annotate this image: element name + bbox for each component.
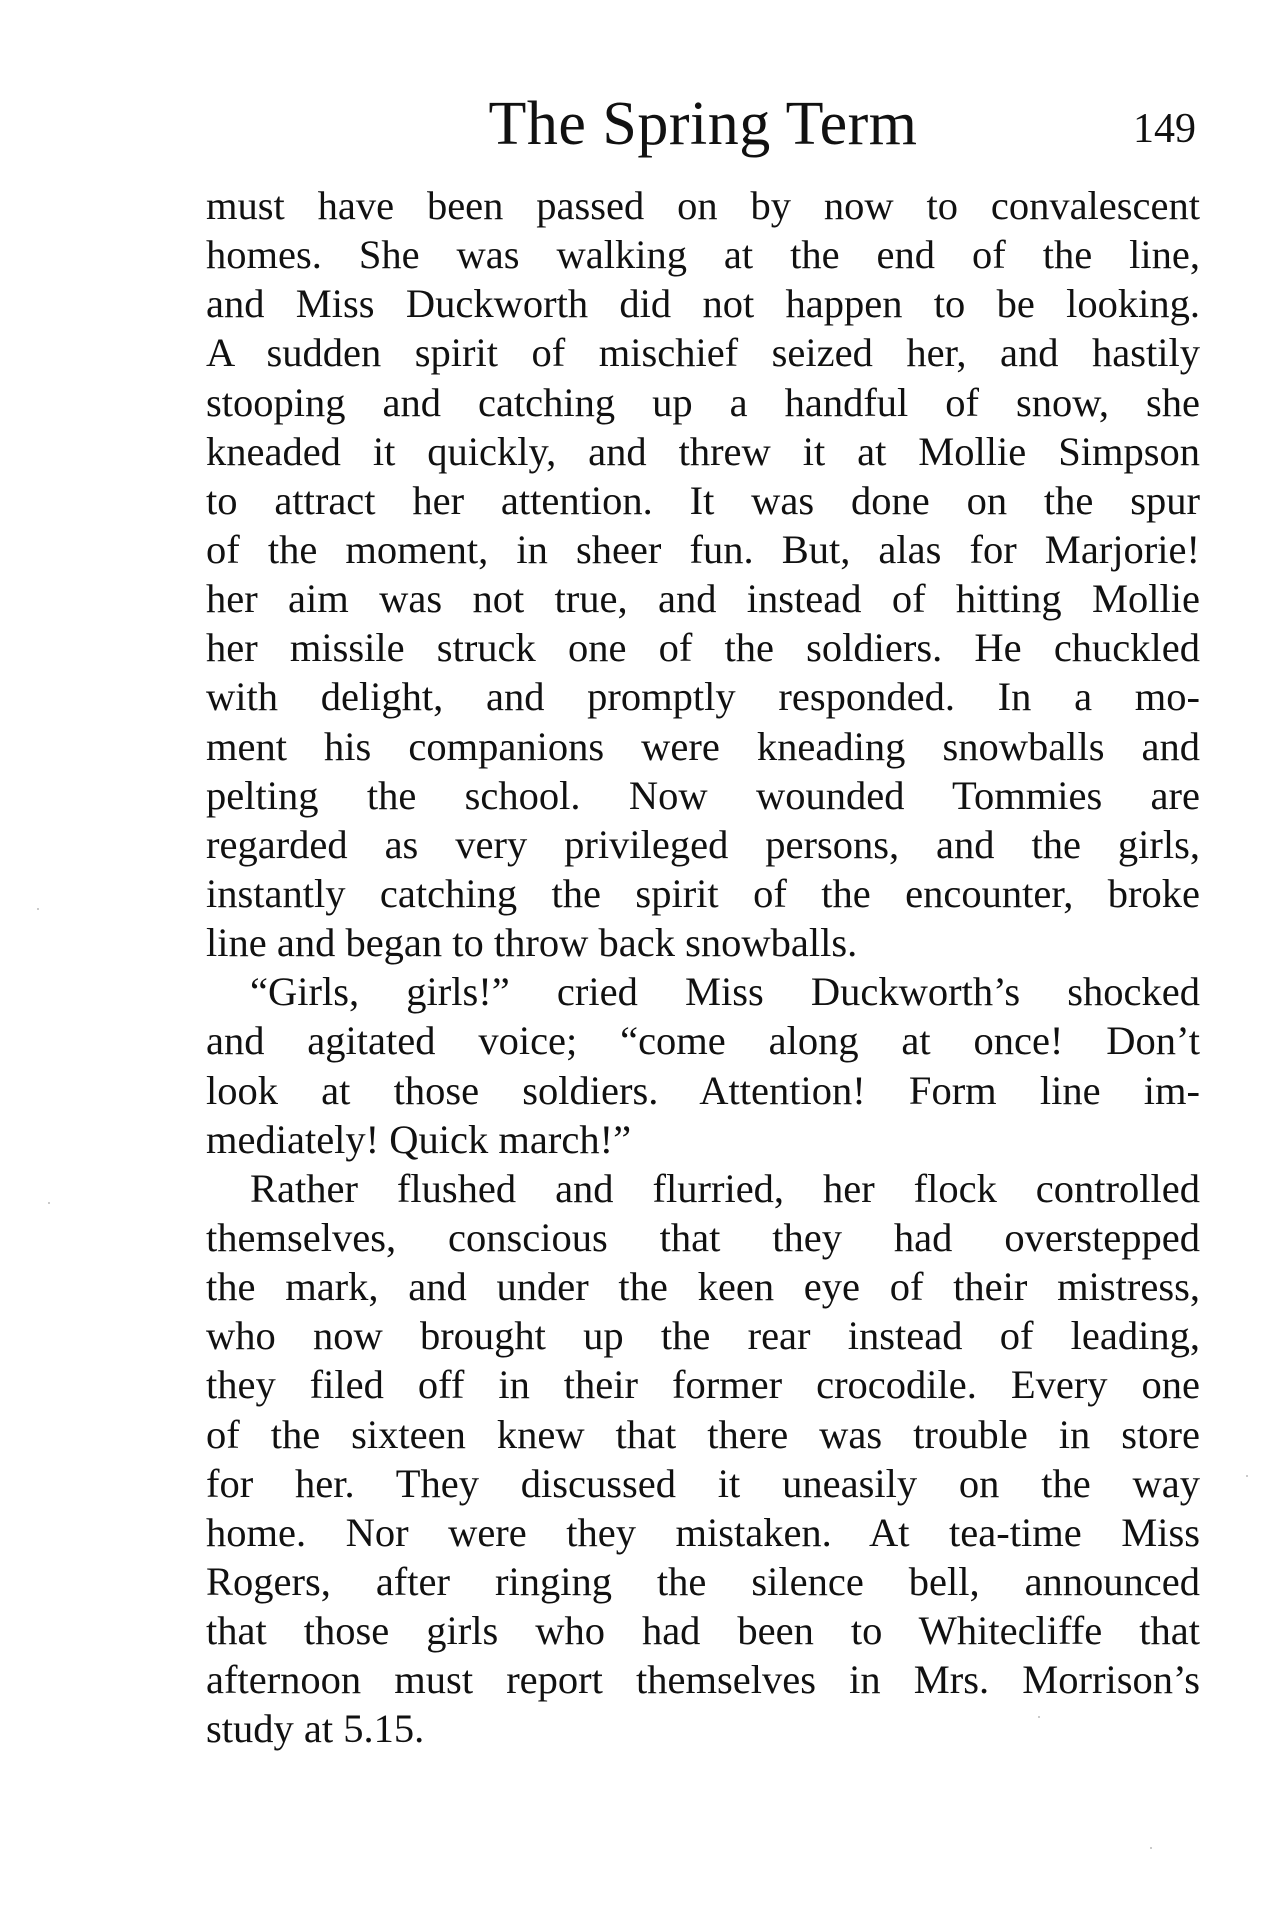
- text-line: pelting the school. Now wounded Tommies are: [206, 772, 1200, 818]
- scan-speck: [1150, 1847, 1152, 1849]
- text-line: that those girls who had been to Whitecliffe that: [206, 1608, 1200, 1654]
- text-line: kneaded it quickly, and threw it at Mollie Simpson: [206, 428, 1200, 474]
- body-text: [206, 181, 1200, 1754]
- text-line: they filed off in their former crocodile. Every one: [206, 1362, 1200, 1408]
- text-line: look at those soldiers. Attention! Form line im-: [206, 1067, 1200, 1113]
- text-line: ment his companions were kneading snowballs and: [206, 723, 1200, 769]
- scan-speck: [1246, 1475, 1248, 1477]
- text-line: the mark, and under the keen eye of their mistress,: [206, 1264, 1200, 1310]
- text-line: must have been passed on by now to convalescent: [206, 183, 1200, 228]
- text-line: regarded as very privileged persons, and the girls,: [206, 821, 1200, 867]
- text-line: stooping and catching up a handful of snow, she: [206, 379, 1200, 425]
- text-line: to attract her attention. It was done on the spur: [206, 477, 1200, 523]
- scan-speck: [1038, 1716, 1040, 1718]
- page-number: 149: [1133, 106, 1196, 152]
- text-line: line and began to throw back snowballs.: [206, 920, 858, 966]
- text-line: who now brought up the rear instead of leading,: [206, 1313, 1200, 1359]
- text-line: with delight, and promptly responded. In a mo-: [206, 674, 1200, 720]
- text-line: of the moment, in sheer fun. But, alas for Marjorie!: [206, 526, 1200, 572]
- text-line: her missile struck one of the soldiers. He chuckled: [206, 625, 1200, 671]
- text-line: and Miss Duckworth did not happen to be looking.: [206, 281, 1200, 327]
- running-head: [206, 88, 1200, 168]
- text-line: A sudden spirit of mischief seized her, and hastily: [206, 330, 1200, 376]
- text-line: for her. They discussed it uneasily on the way: [206, 1460, 1200, 1506]
- text-line: themselves, conscious that they had overstepped: [206, 1214, 1200, 1260]
- scan-speck: [37, 908, 39, 910]
- text-line: and agitated voice; “come along at once! Don’t: [206, 1018, 1200, 1064]
- text-line: study at 5.15.: [206, 1706, 425, 1752]
- chapter-title: The Spring Term: [488, 90, 918, 158]
- text-line: Rogers, after ringing the silence bell, announced: [206, 1558, 1200, 1604]
- scan-speck: [48, 1202, 50, 1204]
- text-line: instantly catching the spirit of the encounter, broke: [206, 870, 1200, 916]
- text-line: homes. She was walking at the end of the line,: [206, 232, 1200, 278]
- text-line: mediately! Quick march!”: [206, 1116, 632, 1162]
- text-line: “Girls, girls!” cried Miss Duckworth’s shocked: [250, 969, 1200, 1015]
- text-line: home. Nor were they mistaken. At tea-time Miss: [206, 1509, 1200, 1555]
- text-line: of the sixteen knew that there was trouble in store: [206, 1411, 1200, 1457]
- text-line: her aim was not true, and instead of hitting Mollie: [206, 576, 1200, 622]
- text-line: Rather flushed and flurried, her flock controlled: [250, 1165, 1200, 1211]
- text-line: afternoon must report themselves in Mrs. Morrison’s: [206, 1657, 1200, 1703]
